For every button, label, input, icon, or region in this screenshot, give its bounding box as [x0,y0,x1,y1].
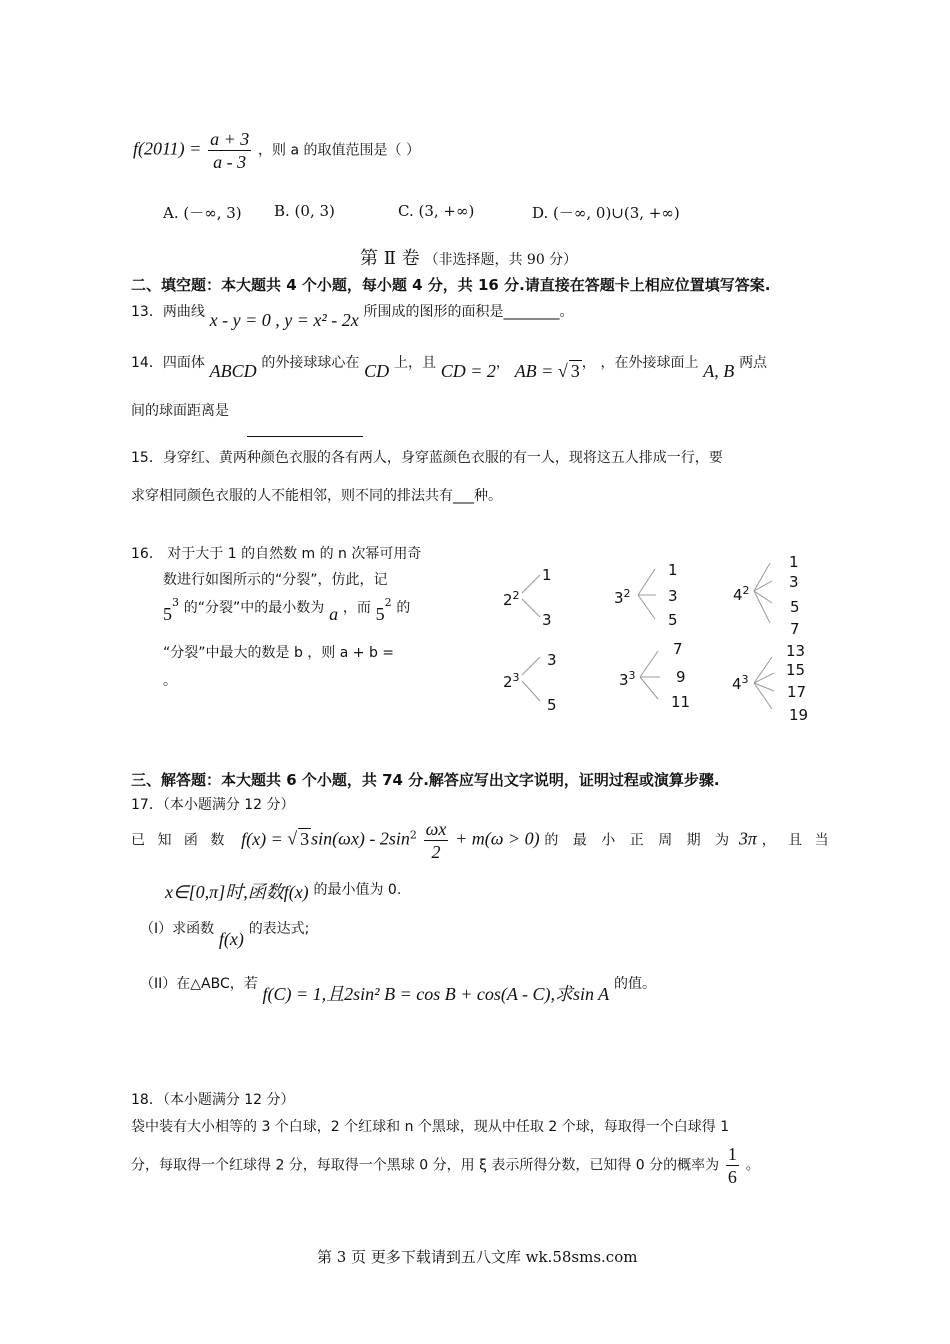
q18-frac-num: 1 [727,1144,737,1164]
q14-ab: AB = [514,361,558,381]
q16-l3-text: 的“分裂”中的最小数为 [183,600,325,616]
q16-five: 5 [163,604,172,624]
diag-v33-1: 9 [676,668,686,686]
q16-a: a [329,604,339,624]
split-diagram [490,545,830,735]
diag-e22: 2 [512,589,520,602]
diag-b33: 3 [619,671,629,689]
q17-post: 的 最 小 正 周 期 为 [544,832,735,849]
diag-v42-3: 7 [790,620,800,638]
fill-section-header: 二、填空题：本大题共 4 个小题，每小题 4 分，共 16 分.请直接在答题卡上相应位置填写答案. [131,276,771,294]
diag-v33-0: 7 [673,640,683,658]
q16-line5: 。 [163,673,177,689]
q14-t4: 两点 [739,355,768,371]
diag-e32: 2 [623,587,631,600]
q12-option-b: B. (0, 3) [274,202,335,220]
diag-v43-3: 19 [789,706,809,724]
q17-p2b: f(C) = 1,且2sin² B = cos B + cos(A - C),求sin A [262,984,610,1004]
diag-v23-1: 5 [547,696,557,714]
diag-e23: 3 [512,671,520,684]
q17-p1a: （I）求函数 [140,921,215,937]
q17-p1b: f(x) [218,929,244,949]
diag-v43-1: 15 [786,661,806,679]
diag-v22-1: 3 [542,611,552,629]
q17-sqrt: 3 [300,828,310,849]
q17-f2: sin(ωx) - 2sin [311,828,410,849]
q14-t2: 上，且 [393,355,436,371]
diag-v32-2: 5 [668,611,678,629]
q17-part1 [140,917,310,949]
q12-option-a: A. (－∞, 3) [163,204,242,222]
diag-v33-2: 11 [671,693,691,711]
diag-base-2-cube [503,671,520,691]
q14: 14．四面体 ABCD 的外接球球心在 CD 上，且 CD = 2， AB = √ 3 ， ，在外接球面上 A, B 两点 [131,355,768,381]
diag-v32-0: 1 [668,561,678,579]
q14-cd-eq: CD = 2 [440,361,496,381]
q17-formula-line: 已 知 函 数 f(x) = √ 3 $\sin(\omega x) - 2\sin^2$ $\frac{\omega x}{2}$ + m(ω > 0) 的 最 小 正 周 期 为 3π ， 且 当 [131,819,833,862]
diag-v43-2: 17 [787,683,807,701]
q14-ab2: A, B [703,361,735,381]
diag-e33: 3 [628,669,636,682]
q18-num: 18．（本小题满分 12 分） [131,1092,295,1108]
q12-text: ，则 a 的取值范围是（ ） [258,142,420,159]
q16-de: 的 [396,600,411,616]
diag-e43: 3 [741,673,749,686]
q12-option-c: C. (3, +∞) [398,202,475,220]
q17-p2a: （II）在△ABC，若 [140,976,258,992]
q16-exp3: 3 [172,596,179,609]
diag-v32-1: 3 [668,587,678,605]
q17-f3: + m(ω > 0) [455,828,540,849]
q16-line3 [163,596,411,624]
diag-base-4-sq [733,584,750,604]
q14-t1: 的外接球球心在 [261,355,360,371]
diag-v42-0: 1 [789,553,799,571]
q12-option-d: D. (－∞, 0)∪(3, +∞) [532,204,680,222]
q16-five2: 5 [375,604,385,624]
q17-period: 3π [738,828,757,849]
q17-p2c: 的值。 [613,976,656,992]
q17-pre: 已 知 函 数 [131,832,229,849]
q16-line1: 16． 对于大于 1 的自然数 m 的 n 次幂可用奇 [131,546,422,562]
diag-base-3-sq [614,587,631,607]
q17-frac-num: ωx [425,819,447,839]
solve-section-header: 三、解答题：本大题共 6 个小题，共 74 分.解答应写出文字说明，证明过程或演算步骤. [131,771,720,789]
q18-end: 。 [745,1157,760,1174]
q17-line2-math: x∈[0,π]时,函数f(x) [165,882,309,902]
diag-b22: 2 [503,591,513,609]
q12-frac-num: a + 3 [210,129,250,149]
q12-fraction [208,128,251,173]
diag-b42: 4 [733,586,743,604]
q13-num: 13．两曲线 [131,304,205,320]
q17-f1: f(x) = [241,828,288,849]
section2-title-main: 第 Ⅱ 卷 [360,248,420,269]
q12-lhs: f(2011) = [133,138,202,159]
q18-fraction [726,1143,739,1188]
q16-line2: 数进行如图所示的“分裂”，仿此，记 [163,572,388,588]
page-footer: 第 3 页 更多下载请到五八文库 wk.58sms.com [317,1248,638,1266]
q14-answer-blank [247,424,363,437]
diag-v43-0: 13 [786,642,806,660]
diag-v22-0: 1 [542,566,552,584]
q15-line1: 15．身穿红、黄两种颜色衣服的各有两人，身穿蓝颜色衣服的有一人，现将这五人排成一行，要 [131,450,723,466]
q16-exp2: 2 [384,596,392,609]
q17-p1c: 的表达式; [248,921,310,937]
q14-cd: CD [364,361,390,381]
q13 [131,300,574,330]
q17-line2-text: 的最小值为 0. [313,882,402,898]
q18-frac-den: 6 [727,1167,737,1187]
q18-line2 [131,1143,760,1188]
q14-abcd: ABCD [209,361,257,381]
q16-er: ，而 [342,600,371,616]
q14-line2: 间的球面距离是 [131,403,229,419]
q14-sqrt3: 3 [570,361,580,381]
diag-v42-2: 5 [790,598,800,616]
q13-text: 所围成的图形的面积是________。 [363,304,574,320]
diag-e42: 2 [742,584,750,597]
diag-v42-1: 3 [789,573,799,591]
section2-title [360,244,577,270]
q12-frac-den: a - 3 [213,152,247,172]
q18-line1: 袋中装有大小相等的 3 个白球，2 个红球和 n 个黑球，现从中任取 2 个球，每取得一个白球得 1 [131,1119,730,1135]
q17-part2 [140,968,656,1004]
diag-base-3-cube [619,669,636,689]
q16-line4: “分裂”中最大的数是 b ，则 a + b = [163,645,395,661]
q14-num: 14．四面体 [131,355,205,371]
diag-b43: 4 [732,675,742,693]
q15-line2: 求穿相同颜色衣服的人不能相邻，则不同的排法共有___种。 [131,488,502,504]
q18-line2-text: 分，每取得一个红球得 2 分，每取得一个黑球 0 分，用 ξ 表示所得分数，已知得 0 分的概率为 [131,1157,720,1174]
q17-post2: ， 且 当 [761,832,833,849]
diag-b32: 3 [614,589,624,607]
q17-frac-den: 2 [431,842,441,862]
q14-t3: ，在外接球面上 [600,355,699,371]
diag-v23-0: 3 [547,651,557,669]
q17-line2 [165,874,401,900]
q17-num: 17．（本小题满分 12 分） [131,797,295,813]
q13-math: x - y = 0 , y = x² - 2x [209,310,359,330]
diag-b23: 2 [503,673,513,691]
diag-base-2-sq [503,589,520,609]
q17-fraction [424,818,449,863]
diag-base-4-cube [732,673,749,693]
section2-subtitle: （非选择题，共 90 分） [424,252,578,268]
q12-formula [133,128,420,173]
